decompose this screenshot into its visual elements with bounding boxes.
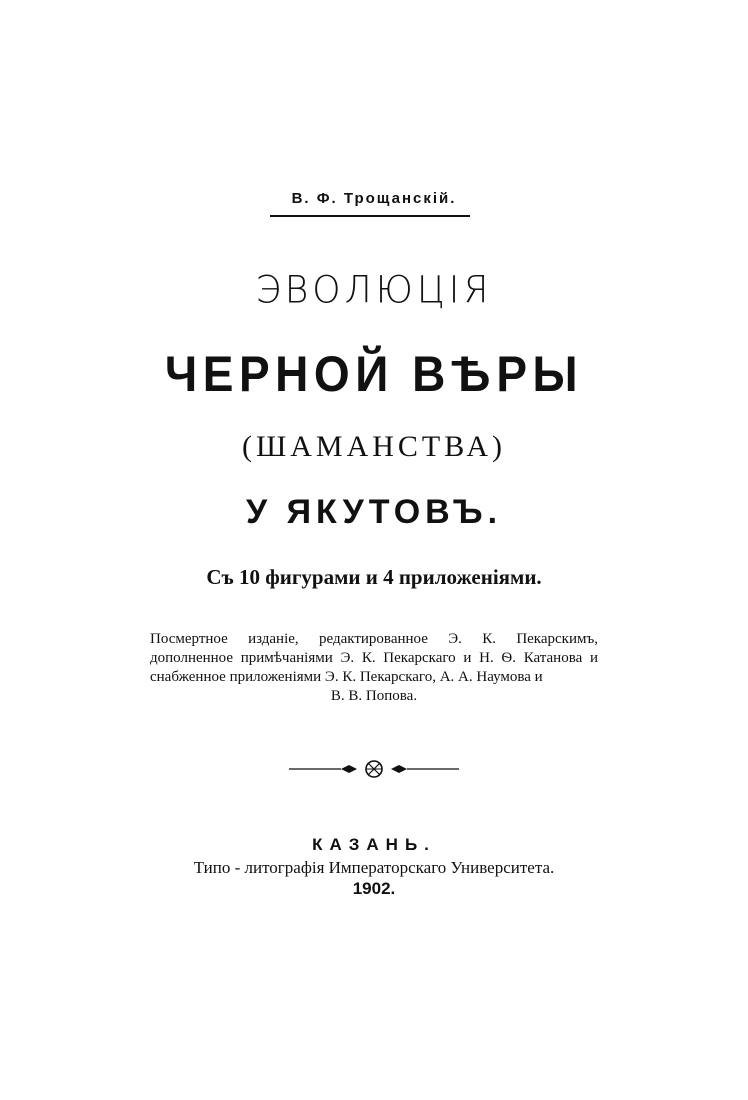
subtitle: Съ 10 фигурами и 4 приложеніями.: [206, 565, 542, 589]
imprint-printer: Типо - литографія Императорскаго Университета.: [193, 858, 555, 877]
title-line-1: ЭВОЛЮЦІЯ: [255, 268, 493, 313]
title-line-2: ЧЕРНОЙ ВѢРЫ: [164, 346, 584, 402]
title-line-3: (ШАМАНСТВА): [241, 430, 507, 463]
edition-note-main: Посмертное изданіе, редактированное Э. К. Пекарскимъ, дополненное примѣчаніями Э. К. Пекарскаго и Н. Ѳ. Катанова и снабженное приложеніями Э. К. Пекарскаго, А. А. Наумова и: [150, 631, 598, 685]
imprint-year: 1902.: [352, 879, 396, 898]
edition-note-last-line: В. В. Попова.: [330, 688, 418, 704]
title-line-4: У ЯКУТОВЪ.: [245, 493, 503, 531]
imprint-city: КАЗАНЬ.: [312, 835, 436, 854]
author-name: В. Ф. Трощанскій.: [291, 190, 457, 207]
ornament-divider: [289, 760, 459, 778]
author-underline: [270, 215, 470, 217]
edition-note: [150, 630, 598, 706]
